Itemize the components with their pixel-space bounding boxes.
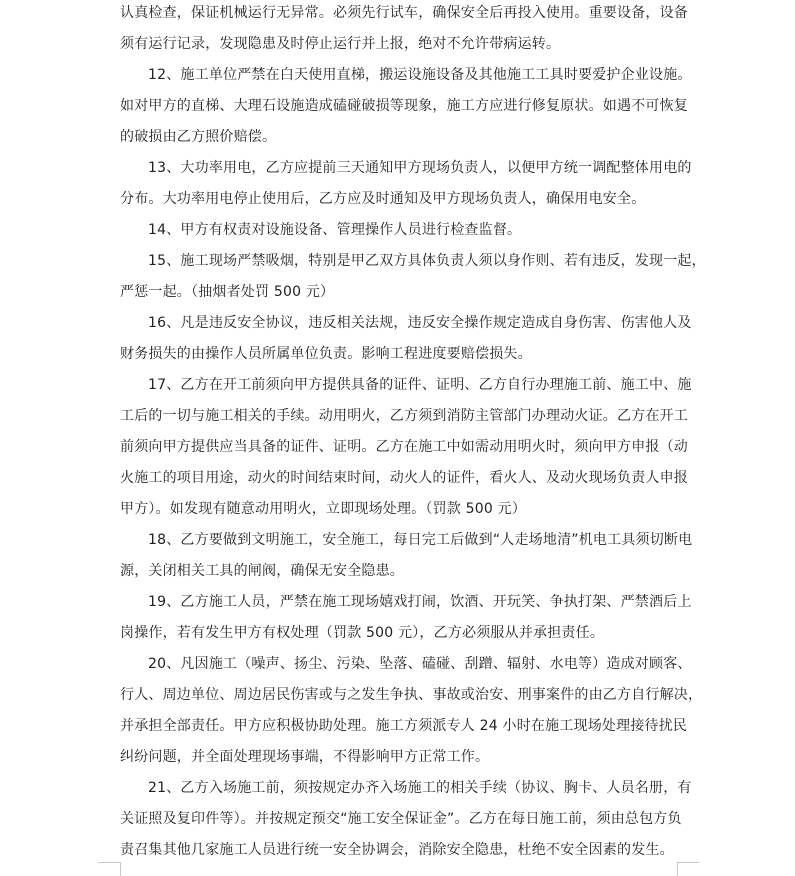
text-line: 责召集其他几家施工人员进行统一安全协调会，消除安全隐患，杜绝不安全因素的发生。 xyxy=(120,842,674,858)
text-line: 行人、周边单位、周边居民伤害或与之发生争执、事故或治安、刑事案件的由乙方自行解决， xyxy=(120,687,703,703)
text-line: 18、乙方要做到文明施工，安全施工，每日完工后做到“人走场地清”机电工具须切断电 xyxy=(148,532,693,548)
text-line: 20、凡因施工（噪声、扬尘、污染、坠落、磕碰、刮蹭、辐射、水电等）造成对顾客、 xyxy=(148,656,692,672)
text-line: 19、乙方施工人员，严禁在施工现场嬉戏打闹，饮酒、开玩笑、争执打架、严禁酒后上 xyxy=(148,594,692,610)
text-line: 并承担全部责任。甲方应积极协助处理。施工方须派专人 24 小时在施工现场处理接待扰民 xyxy=(120,718,688,734)
text-line: 13、大功率用电，乙方应提前三天通知甲方现场负责人，以便甲方统一调配整体用电的 xyxy=(148,160,692,176)
text-line: 前须向甲方提供应当具备的证件、证明。乙方在施工中如需动用明火时，须向甲方申报（动 xyxy=(120,439,688,455)
text-line: 17、乙方在开工前须向甲方提供具备的证件、证明、乙方自行办理施工前、施工中、施 xyxy=(148,377,692,393)
text-line: 的破损由乙方照价赔偿。 xyxy=(120,129,277,145)
text-line: 分布。大功率用电停止使用后，乙方应及时通知及甲方现场负责人，确保用电安全。 xyxy=(120,191,646,207)
text-line: 16、凡是违反安全协议，违反相关法规，违反安全操作规定造成自身伤害、伤害他人及 xyxy=(148,315,692,331)
crop-mark-right-horizontal xyxy=(677,862,699,863)
text-line: 工后的一切与施工相关的手续。动用明火，乙方须到消防主管部门办理动火证。乙方在开工 xyxy=(120,408,688,424)
text-line: 纠纷问题，并全面处理现场事端，不得影响甲方正常工作。 xyxy=(120,749,490,765)
crop-mark-left-vertical xyxy=(120,862,121,876)
text-line: 财务损失的由操作人员所属单位负责。影响工程进度要赔偿损失。 xyxy=(120,346,532,362)
text-line: 15、施工现场严禁吸烟，特别是甲乙双方具体负责人须以身作则、若有违反，发现一起， xyxy=(148,253,706,269)
text-line: 21、乙方入场施工前，须按规定办齐入场施工的相关手续（协议、胸卡、人员名册，有 xyxy=(148,780,692,796)
text-line: 关证照及复印件等）。并按规定预交“施工安全保证金”。乙方在每日施工前，须由总包方负 xyxy=(120,811,682,827)
crop-mark-left-horizontal xyxy=(98,862,120,863)
text-line: 如对甲方的直梯、大理石设施造成磕碰破损等现象，施工方应进行修复原状。如遇不可恢复 xyxy=(120,98,688,114)
text-line: 源，关闭相关工具的闸阀，确保无安全隐患。 xyxy=(120,563,404,579)
text-line: 14、甲方有权责对设施设备、管理操作人员进行检查监督。 xyxy=(148,222,522,238)
text-line: 严惩一起。（抽烟者处罚 500 元） xyxy=(120,284,335,300)
text-line: 12、施工单位严禁在白天使用直梯，搬运设施设备及其他施工工具时要爱护企业设施。 xyxy=(148,67,692,83)
text-line: 认真检查，保证机械运行无异常。必须先行试车，确保安全后再投入使用。重要设备，设备 xyxy=(120,5,688,21)
text-line: 须有运行记录，发现隐患及时停止运行并上报，绝对不允许带病运转。 xyxy=(120,36,561,52)
crop-mark-right-vertical xyxy=(677,862,678,876)
text-line: 岗操作，若有发生甲方有权处理（罚款 500 元），乙方必须服从并承担责任。 xyxy=(120,625,605,641)
text-line: 甲方）。如发现有随意动用明火，立即现场处理。（罚款 500 元） xyxy=(120,501,527,517)
text-line: 火施工的项目用途，动火的时间结束时间，动火人的证件，看火人、及动火现场负责人申报 xyxy=(120,470,688,486)
